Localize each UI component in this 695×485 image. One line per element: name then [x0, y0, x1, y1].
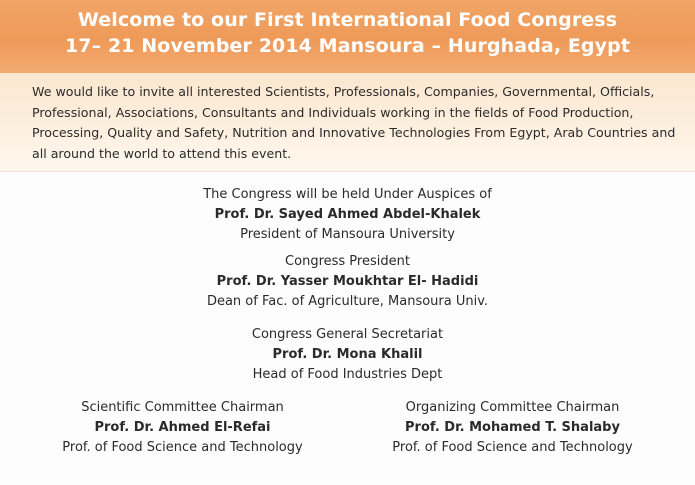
- auspices-section: [0, 185, 695, 245]
- organizing-committee-section: [335, 398, 690, 458]
- scientific-heading: Scientific Committee Chairman: [81, 400, 284, 415]
- president-section: [0, 252, 695, 312]
- organizing-heading: Organizing Committee Chairman: [405, 400, 620, 415]
- scientific-title: Prof. of Food Science and Technology: [62, 440, 303, 455]
- banner-title: Welcome to our First International Food Congress: [77, 9, 618, 31]
- organizing-name: Prof. Dr. Mohamed T. Shalaby: [405, 420, 620, 435]
- secretariat-title: Head of Food Industries Dept: [252, 367, 443, 382]
- secretariat-name: Prof. Dr. Mona Khalil: [272, 347, 423, 362]
- secretariat-section: [0, 325, 695, 385]
- banner-dates: 17– 21 November 2014 Mansoura – Hurghada, Egypt: [64, 35, 630, 57]
- invitation-paragraph-box: [0, 73, 695, 172]
- auspices-name: Prof. Dr. Sayed Ahmed Abdel-Khalek: [214, 207, 481, 222]
- scientific-name: Prof. Dr. Ahmed El-Refai: [94, 420, 271, 435]
- auspices-heading: The Congress will be held Under Auspices of: [203, 187, 492, 202]
- organizing-title: Prof. of Food Science and Technology: [392, 440, 633, 455]
- header-banner: [0, 0, 695, 73]
- auspices-title: President of Mansoura University: [240, 227, 455, 242]
- scientific-committee-section: [0, 398, 365, 458]
- president-heading: Congress President: [285, 254, 410, 269]
- president-title: Dean of Fac. of Agriculture, Mansoura Univ.: [206, 294, 489, 309]
- invitation-paragraph: We would like to invite all interested Scientists, Professionals, Companies, Governmental, Officials, Professional, Associations, Consultants and Individuals working in the fields of Food Production, Processing, Quality and Safety, Nutrition and Innovative Technologies From Egypt, Arab Countries and all around the world to attend this event.: [32, 84, 676, 161]
- secretariat-heading: Congress General Secretariat: [251, 327, 444, 342]
- president-name: Prof. Dr. Yasser Moukhtar El- Hadidi: [216, 274, 479, 289]
